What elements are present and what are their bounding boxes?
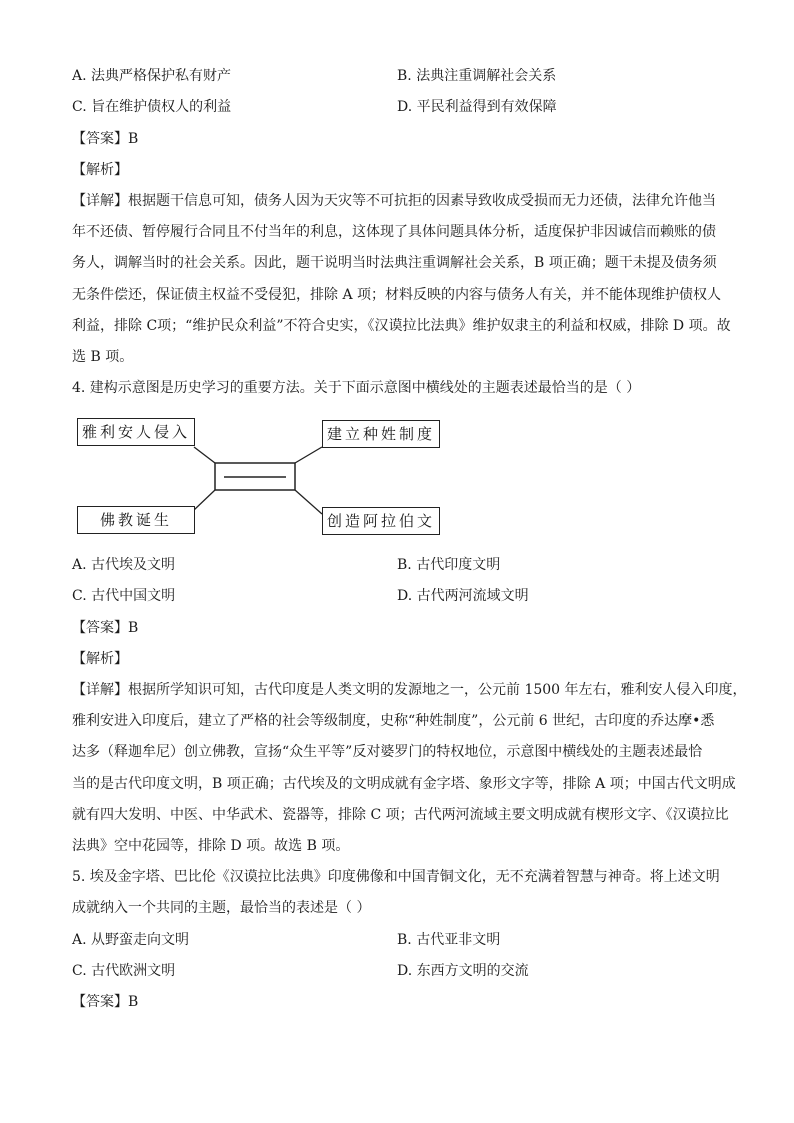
q5-question-line: 成就纳入一个共同的主题，最恰当的表述是（ ） [72, 900, 371, 917]
q5-option-a: A. 从野蛮走向文明 [72, 932, 190, 948]
q5-option-d: D. 东西方文明的交流 [397, 963, 529, 979]
q3-option-a: A. 法典严格保护私有财产 [72, 68, 232, 84]
q5-answer: 【答案】B [72, 994, 139, 1010]
q5-option-c: C. 古代欧洲文明 [72, 963, 176, 979]
q5-option-b: B. 古代亚非文明 [397, 932, 501, 948]
q4-detail-line: 就有四大发明、中医、中华武术、瓷器等，排除 C 项；古代两河流域主要文明成就有楔形文字、《汉谟拉比 [72, 806, 729, 823]
q5-question [72, 862, 724, 924]
q3-analysis-label: 【解析】 [72, 162, 128, 178]
q4-detail-line: 达多（释迦牟尼）创立佛教，宣扬“众生平等”反对婆罗门的特权地位，示意图中横线处的主题表述最恰 [72, 744, 703, 761]
box-bottom-right: 创造阿拉伯文 [322, 507, 440, 535]
box-top-right: 建立种姓制度 [322, 420, 440, 448]
box-bottom-left: 佛教诞生 [77, 506, 195, 534]
q3-option-b: B. 法典注重调解社会关系 [397, 68, 557, 84]
q3-detail-line: 年不还债、暂停履行合同且不付当年的利息，这体现了具体问题具体分析，适度保护非因诚信而赖账的债 [72, 224, 716, 241]
q4-question: 4. 建构示意图是历史学习的重要方法。关于下面示意图中横线处的主题表述最恰当的是（ ） [72, 380, 641, 396]
connector-top-right [295, 447, 322, 463]
q3-detail-line: 【详解】根据题干信息可知，债务人因为天灾等不可抗拒的因素导致收成受损而无力还债，法律允许他当 [72, 193, 716, 209]
q4-option-c: C. 古代中国文明 [72, 588, 176, 604]
q4-detail [72, 675, 747, 862]
q4-detail-line: 法典》空中花园等，排除 D 项。故选 B 项。 [72, 838, 350, 855]
q4-option-d: D. 古代两河流域文明 [397, 588, 529, 604]
q4-option-a: A. 古代埃及文明 [72, 557, 176, 573]
q3-detail [72, 186, 731, 373]
q4-detail-line: 【详解】根据所学知识可知，古代印度是人类文明的发源地之一，公元前 1500 年左右，雅利安人侵入印度， [72, 682, 747, 698]
q4-detail-line: 当的是古代印度文明，B 项正确；古代埃及的文明成就有金字塔、象形文字等，排除 A 项；中国古代文明成 [72, 775, 736, 792]
q3-option-d: D. 平民利益得到有效保障 [397, 99, 557, 115]
q4-diagram [72, 415, 452, 540]
q3-detail-line: 利益，排除 C项；“维护民众利益”不符合史实，《汉谟拉比法典》维护奴隶主的利益和权威，排除 D 项。故 [72, 317, 731, 334]
connector-top-left [194, 447, 215, 463]
q4-option-b: B. 古代印度文明 [397, 557, 501, 573]
q3-detail-line: 无条件偿还，保证债主权益不受侵犯，排除 A 项；材料反映的内容与债务人有关，并不能体现维护债权人 [72, 286, 722, 303]
q3-answer: 【答案】B [72, 131, 139, 147]
q3-option-c: C. 旨在维护债权人的利益 [72, 99, 232, 115]
q5-question-line: 5. 埃及金字塔、巴比伦《汉谟拉比法典》印度佛像和中国青铜文化，无不充满着智慧与神奇。将上述文明 [72, 869, 720, 885]
q4-answer: 【答案】B [72, 620, 139, 636]
q4-detail-line: 雅利安进入印度后，建立了严格的社会等级制度，史称“种姓制度”，公元前 6 世纪，古印度的乔达摩•悉 [72, 713, 715, 730]
connector-bottom-right [295, 490, 322, 514]
connector-bottom-left [194, 490, 215, 510]
box-top-left: 雅利安人侵入 [77, 418, 195, 446]
q3-detail-line: 务人，调解当时的社会关系。因此，题干说明当时法典注重调解社会关系，B 项正确；题干未提及债务须 [72, 255, 717, 272]
q3-detail-line: 选 B 项。 [72, 349, 134, 366]
q4-analysis-label: 【解析】 [72, 651, 128, 667]
